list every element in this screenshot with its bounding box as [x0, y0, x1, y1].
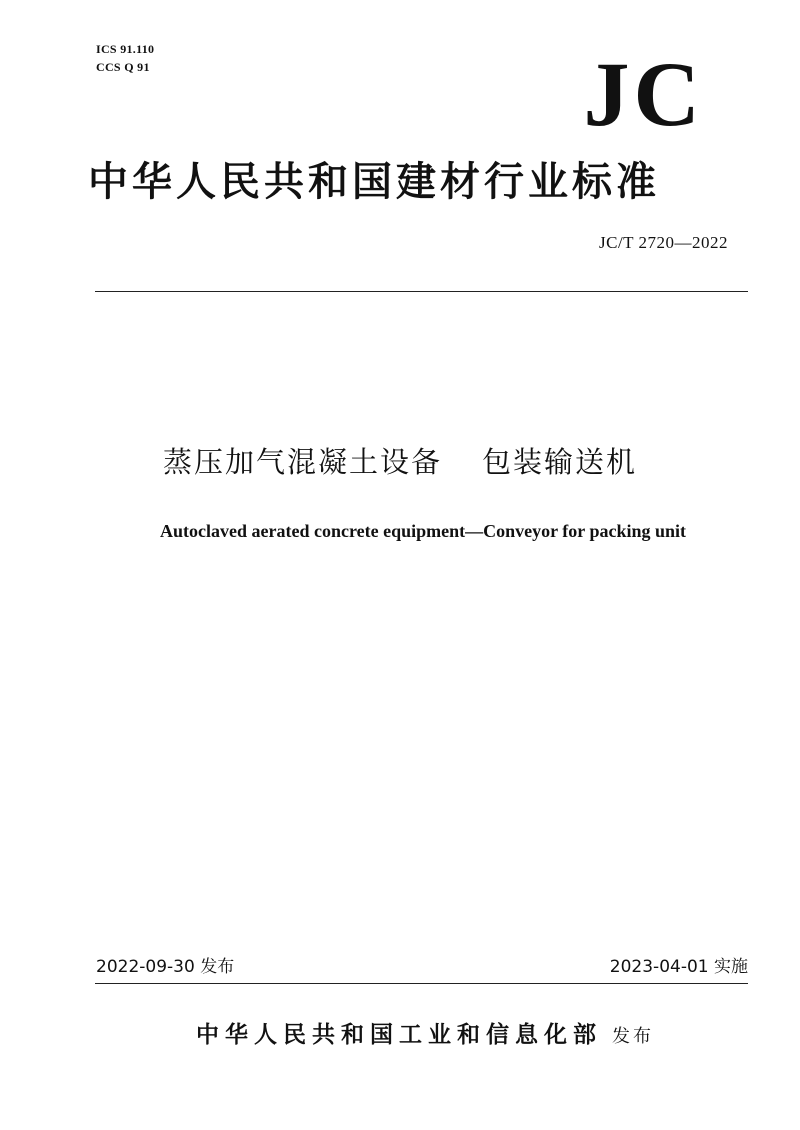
footer-divider: [95, 983, 748, 984]
standard-category-title: 中华人民共和国建材行业标准: [88, 159, 660, 205]
ics-code: ICS 91.110: [96, 42, 155, 56]
implementation-date: 2023-04-01 实施: [609, 957, 748, 977]
publisher-name: 中华人民共和国工业和信息化部: [196, 1021, 602, 1048]
issue-date: 2022-09-30 发布: [96, 957, 235, 977]
standard-number: JC/T 2720—2022: [598, 233, 728, 252]
document-title-part-2: 包装输送机: [482, 445, 638, 479]
classification-codes: [96, 40, 154, 76]
jc-standard-mark: JC: [583, 43, 704, 145]
document-title-chinese: [0, 442, 800, 482]
header-divider: [95, 291, 748, 292]
document-title-part-1: 蒸压加气混凝土设备: [162, 445, 442, 479]
publish-action: 发布: [612, 1026, 654, 1047]
document-title-english: Autoclaved aerated concrete equipment—Conveyor for packing unit: [160, 521, 686, 541]
publisher-line: [196, 1018, 654, 1054]
ccs-code: CCS Q 91: [96, 60, 150, 74]
